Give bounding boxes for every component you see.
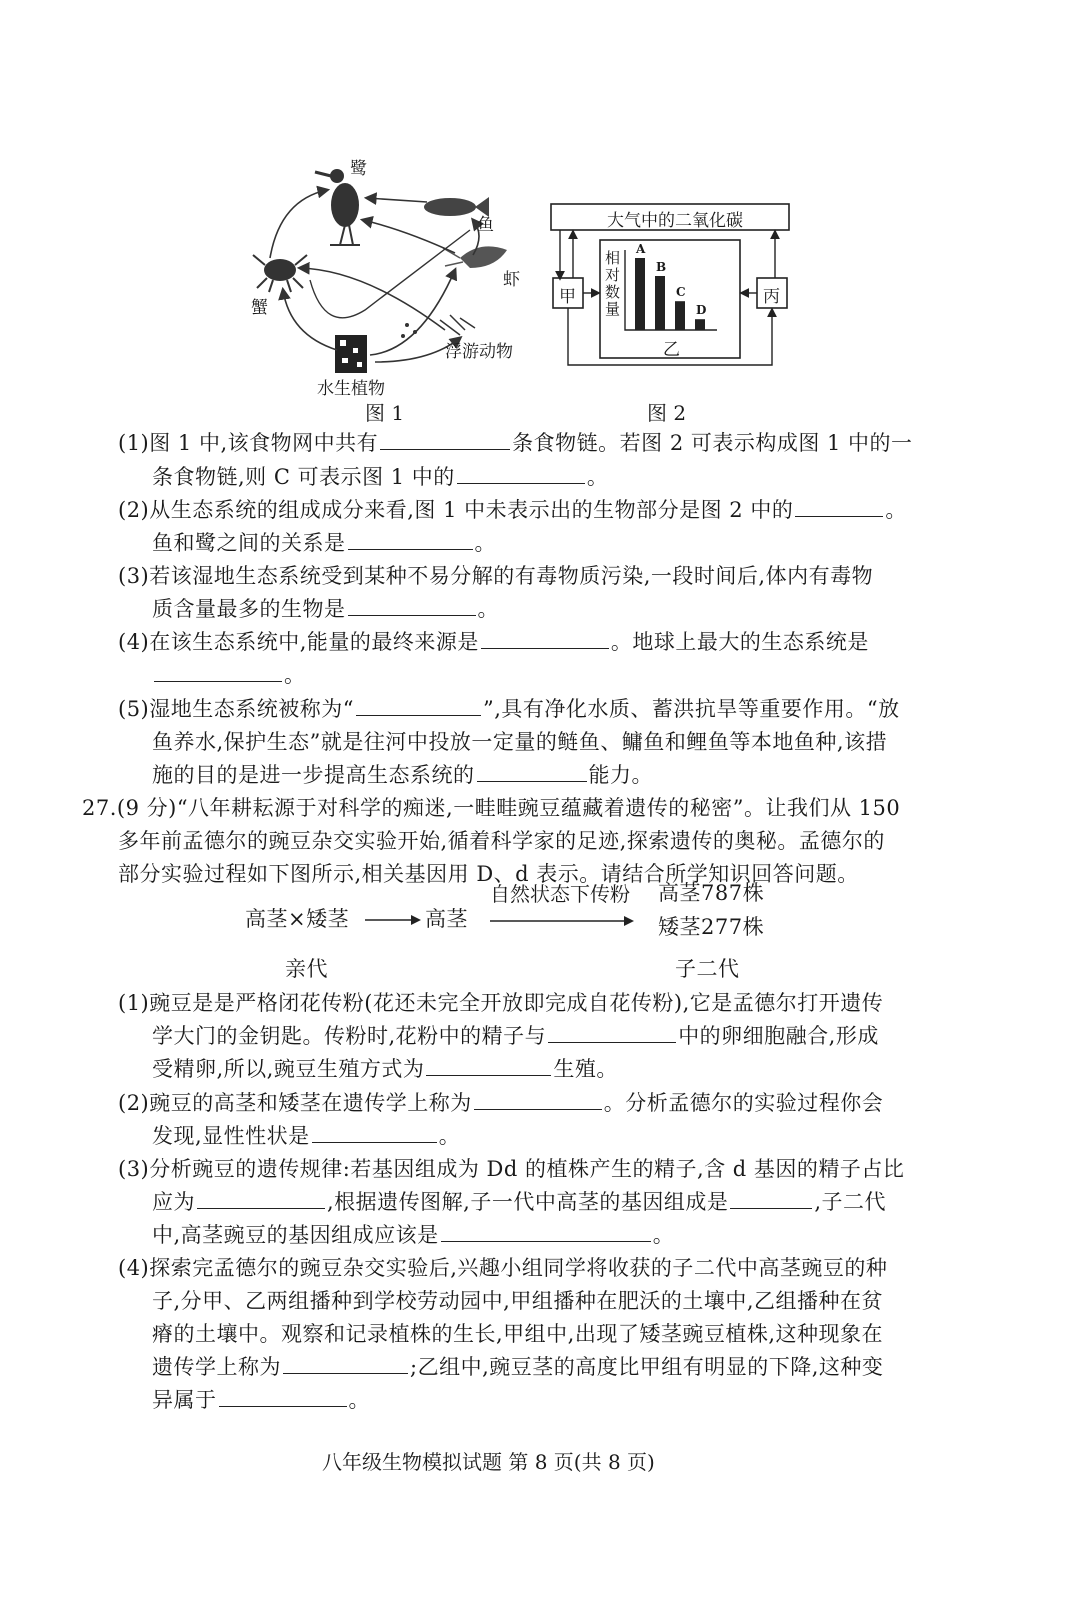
q27-3-line3: 中,高茎豌豆的基因组成应该是 。 — [152, 1223, 675, 1247]
answer-blank[interactable] — [795, 496, 883, 517]
answer-blank[interactable] — [197, 1188, 325, 1209]
long-arrow-icon — [488, 913, 638, 929]
fish-label: 鱼 — [477, 215, 494, 235]
bar-label-B: B — [656, 260, 667, 274]
answer-blank[interactable] — [474, 1089, 602, 1110]
box-bing: 丙 — [763, 287, 780, 307]
heron-label: 鹭 — [350, 159, 367, 179]
f2-short-text: 矮茎277株 — [658, 915, 765, 939]
answer-blank[interactable] — [548, 1022, 676, 1043]
bar-B — [655, 276, 665, 330]
q26-2-line2: 鱼和鹭之间的关系是 。 — [152, 531, 496, 555]
q27-2-line1: (2)豌豆的高茎和矮茎在遗传学上称为 。分析孟德尔的实验过程你会 — [118, 1091, 884, 1115]
arrow-icon — [363, 910, 423, 930]
q26-4-line2: 。 — [152, 659, 306, 692]
answer-blank[interactable] — [426, 1055, 551, 1076]
figure-1-caption: 图 1 — [365, 401, 405, 425]
page-footer: 八年级生物模拟试题 第 8 页(共 8 页) — [322, 1450, 655, 1474]
q27-4-line3: 瘠的土壤中。观察和记录植株的生长,甲组中,出现了矮茎豌豆植株,这种现象在 — [152, 1322, 884, 1346]
bar-A — [635, 258, 645, 330]
parents-text: 高茎×矮茎 — [245, 907, 350, 931]
q27-2-line2: 发现,显性性状是 。 — [152, 1124, 461, 1148]
f2-tall-text: 高茎787株 — [658, 881, 765, 905]
q26-2-line1: (2)从生态系统的组成成分来看,图 1 中未表示出的生物部分是图 2 中的 。 — [118, 498, 907, 522]
answer-blank[interactable] — [348, 529, 473, 550]
q26-3-line2: 质含量最多的生物是 。 — [152, 597, 499, 621]
y-axis-label: 相对数量 — [605, 249, 621, 318]
q26-5-line1: (5)湿地生态系统被称为“ ”,具有净化水质、蓄洪抗旱等重要作用。“放 — [118, 697, 900, 721]
figure-2-caption: 图 2 — [647, 401, 687, 425]
f2-generation-label: 子二代 — [675, 957, 740, 981]
parent-generation-label: 亲代 — [285, 957, 328, 981]
q26-4-line1: (4)在该生态系统中,能量的最终来源是 。地球上最大的生态系统是 — [118, 630, 869, 654]
answer-blank[interactable] — [441, 1221, 651, 1242]
figure-2 — [545, 200, 795, 375]
q27-1-line2: 学大门的金钥匙。传粉时,花粉中的精子与 中的卵细胞融合,形成 — [152, 1024, 879, 1048]
plants-label: 水生植物 — [317, 379, 385, 399]
box-yi-label: 乙 — [663, 340, 680, 360]
bar-label-C: C — [676, 285, 686, 300]
crab-label: 蟹 — [251, 298, 268, 318]
answer-blank[interactable] — [283, 1353, 408, 1374]
q26-5-line3: 施的目的是进一步提高生态系统的 能力。 — [152, 763, 653, 787]
answer-blank[interactable] — [477, 761, 587, 782]
answer-blank[interactable] — [457, 463, 585, 484]
water-plant-icon — [335, 335, 367, 373]
q27-intro-line2: 多年前孟德尔的豌豆杂交实验开始,循着科学家的足迹,探索遗传的奥秘。孟德尔的 — [118, 829, 885, 853]
q27-4-line1: (4)探索完孟德尔的豌豆杂交实验后,兴趣小组同学将收获的子二代中高茎豌豆的种 — [118, 1256, 888, 1280]
q27-1-line1: (1)豌豆是是严格闭花传粉(花还未完全开放即完成自花传粉),它是孟德尔打开遗传 — [118, 991, 884, 1015]
heron-icon — [315, 169, 360, 245]
q26-3-line1: (3)若该湿地生态系统受到某种不易分解的有毒物质污染,一段时间后,体内有毒物 — [118, 564, 874, 588]
f1-text: 高茎 — [425, 907, 468, 931]
q27-1-line3: 受精卵,所以,豌豆生殖方式为 生殖。 — [152, 1057, 618, 1081]
bar-D — [695, 319, 705, 330]
answer-blank[interactable] — [481, 628, 609, 649]
answer-blank[interactable] — [312, 1122, 437, 1143]
q26-1-line1: (1)图 1 中,该食物网中共有 条食物链。若图 2 可表示构成图 1 中的一 — [118, 431, 913, 455]
crab-icon — [253, 255, 307, 292]
q27-4-line4: 遗传学上称为 ;乙组中,豌豆茎的高度比甲组有明显的下降,这种变 — [152, 1355, 884, 1379]
q27-3-line2: 应为 ,根据遗传图解,子一代中高茎的基因组成是 ,子二代 — [152, 1190, 887, 1214]
answer-blank[interactable] — [380, 429, 510, 450]
bar-label-D: D — [696, 303, 707, 318]
q26-5-line2: 鱼养水,保护生态”就是往河中投放一定量的鲢鱼、鳙鱼和鲤鱼等本地鱼种,该措 — [152, 730, 888, 754]
q26-1-line2: 条食物链,则 C 可表示图 1 中的 。 — [152, 465, 609, 489]
shrimp-label: 虾 — [503, 270, 520, 290]
q27-intro-line1: 27.(9 分)“八年耕耘源于对科学的痴迷,一畦畦豌豆蕴藏着遗传的秘密”。让我们从 150 — [82, 796, 901, 820]
q27-4-line2: 子,分甲、乙两组播种到学校劳动园中,甲组播种在肥沃的土壤中,乙组播种在贫 — [152, 1289, 884, 1313]
answer-blank[interactable] — [730, 1188, 812, 1209]
bar-label-A: A — [636, 242, 646, 256]
cross-diagram — [245, 881, 765, 995]
q27-3-line1: (3)分析豌豆的遗传规律:若基因组成为 Dd 的植株产生的精子,含 d 基因的精子占比 — [118, 1157, 905, 1181]
q27-4-line5: 异属于 。 — [152, 1388, 370, 1412]
box-jia: 甲 — [559, 287, 576, 307]
plankton-label: 浮游动物 — [445, 342, 513, 362]
pollination-label: 自然状态下传粉 — [490, 882, 630, 906]
answer-blank[interactable] — [154, 661, 282, 682]
atmosphere-co2-box: 大气中的二氧化碳 — [607, 211, 743, 231]
answer-blank[interactable] — [219, 1386, 347, 1407]
figure-1 — [245, 150, 535, 420]
answer-blank[interactable] — [356, 695, 481, 716]
q27-intro-line3: 部分实验过程如下图所示,相关基因用 D、d 表示。请结合所学知识回答问题。 — [118, 862, 859, 886]
bar-C — [675, 301, 685, 330]
food-web-diagram — [245, 150, 535, 420]
answer-blank[interactable] — [348, 595, 476, 616]
